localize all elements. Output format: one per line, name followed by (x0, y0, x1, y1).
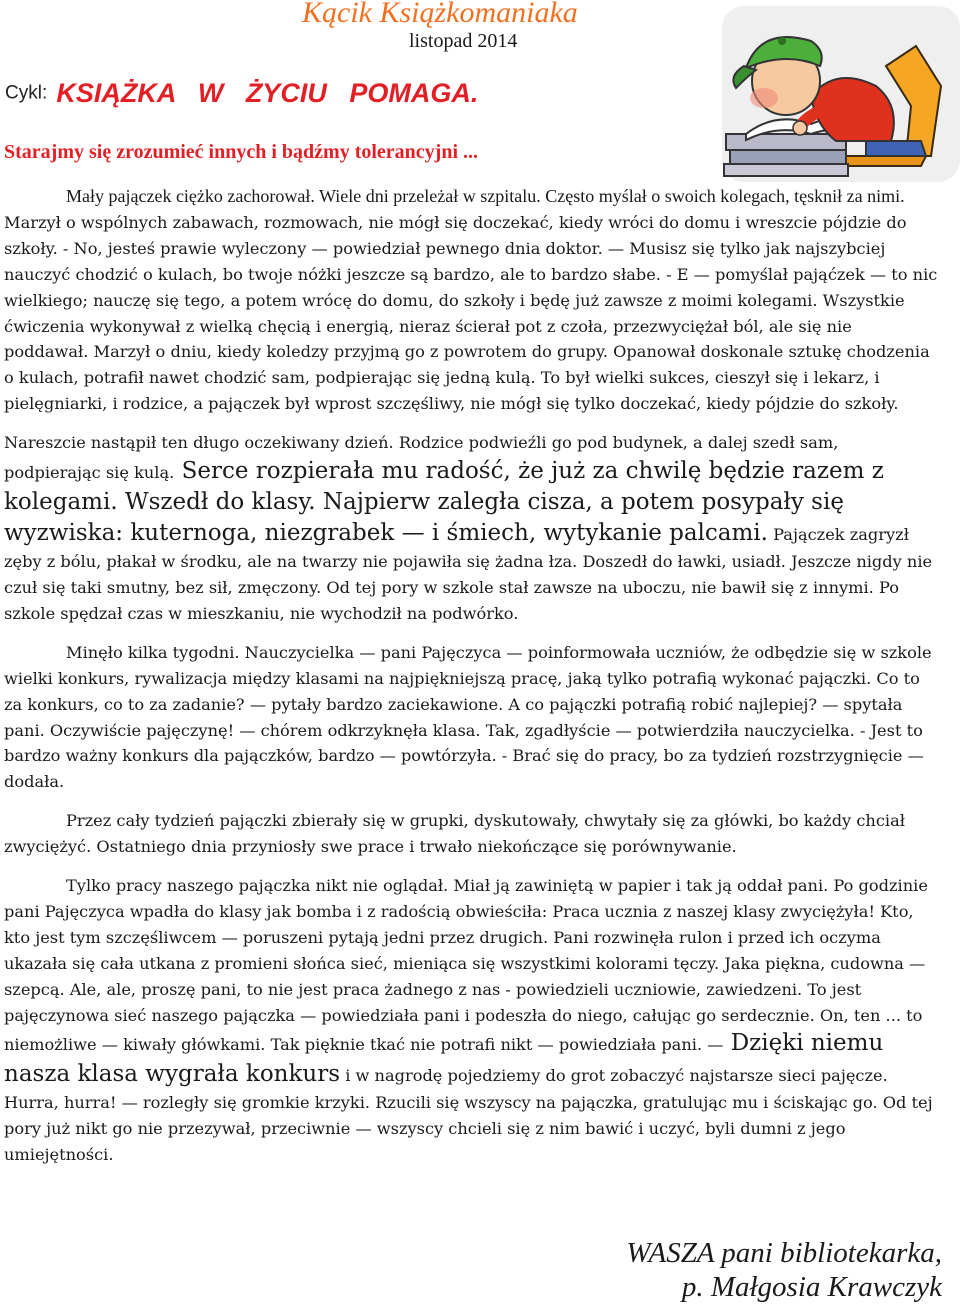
story-paragraph-4: Przez cały tydzień pajączki zbierały się w grupki, dyskutowały, chwytały się za główki, bo każdy chciał zwyciężyć. Ostatniego dnia przyniosły swe prace i trwało niekończące się porównywanie. (4, 811, 905, 857)
signature (626, 1236, 942, 1304)
boy-reading-books-icon (716, 6, 960, 182)
tagline: Starajmy się zrozumieć innych i bądźmy tolerancyjni ... (4, 141, 479, 163)
issue-date: listopad 2014 (409, 30, 518, 52)
paragraph-lead: Mały pajączek ciężko zachorował. Wiele dni przeleżał w szpitalu. Często myślał o swoich kolegach, tęsknił za nimi. (66, 186, 905, 206)
paragraph-emphasis: Serce rozpierała mu radość, że już za chwilę będzie razem z kolegami. Wszedł do klasy. Najpierw zaległa cisza, a potem posypały się wyzwiska: kuternoga, niezgrabek — i śmiech, wytykanie palcami. (4, 458, 884, 547)
story-paragraph-2 (4, 430, 938, 627)
paragraph-text: Marzył o wspólnych zabawach, rozmowach, nie mógł się doczekać, kiedy wróci do domu i wreszcie pójdzie do szkoły. - No, jesteś prawie wyleczony — powiedział pewnego dnia doktor. — Musisz się tylko jak najszybciej nauczyć chodzić o kulach, bo twoje nóżki jeszcze są bardzo, ale to bardzo słabe. - E — pomyślał pająćzek — to nic wielkiego; nauczę się tego, a potem wrócę do domu, do szkoły i będę już zawsze z moimi kolegami. Wszystkie ćwiczenia wykonywał z wielką chęcią i energią, nieraz ścierał pot z czoła, przezwyciężał ból, ale się nie poddawał. Marzył o dniu, kiedy koledzy przyjmą go z powrotem do grupy. Opanował doskonale sztukę chodzenia o kulach, potrafił nawet chodzić sam, podpierając się jedną kulą. To był wielki sukces, cieszył się i lekarz, i pielęgniarki, i rodzice, a pajączek był wprost szczęśliwy, nie mógł się tylko doczekać, kiedy pójdzie do szkoły. (4, 212, 938, 414)
paragraph-text: Nareszcie nastąpił ten długo oczekiwany dzień. Rodzice podwieźli go pod budynek, a dalej szedł sam, podpierając się kulą. (4, 433, 839, 483)
signature-line-2: p. Małgosia Krawczyk (681, 1271, 942, 1303)
story-paragraph-3: Minęło kilka tygodni. Nauczycielka — pani Pajęczyca — poinformowała uczniów, że odbędzie się w szkole wielki konkurs, rywalizacja między klasami na najpiękniejszą pracę, jaką tylko potrafią wykonać pajączki. Co to za konkurs, co to za zadanie? — pytały bardzo zaciekawione. A co pajączki potrafią robić najlepiej? — spytała pani. Oczywiście pajęczynę! — chórem odkrzyknęła klasa. Tak, zgadłyście — potwierdziła nauczycielka. - Jest to bardzo ważny konkurs dla pajączków, bardzo — powtórzyła. - Brać się do pracy, bo za tydzień rozstrzygnięcie — dodała. (4, 642, 932, 792)
story-paragraph-1 (4, 184, 938, 417)
cycle-label: Cykl: (5, 82, 48, 104)
paragraph-text: i w nagrodę pojedziemy do grot zobaczyć najstarsze sieci pajęcze. Hurra, hurra! — rozległy się gromkie krzyki. Rzucili się wszyscy na pajączka, gratulując mu i ściskając go. Od tej pory już nikt go nie przezywał, przeciwnie — wszyscy chcieli się z nim bawić i uczyć, byli dumni z jego umiejętności. (4, 1066, 933, 1165)
newsletter-title: Kącik Książkomaniaka (302, 0, 578, 29)
paragraph-text: Tylko pracy naszego pajączka nikt nie oglądał. Miał ją zawiniętą w papier i tak ją oddał pani. Po godzinie pani Pajęczyca wpadła do klasy jak bomba i z radością obwieściła: Praca ucznia z naszej klasy zwyciężyła! Kto, kto jest tym szczęśliwcem — poruszeni pytają jedni przez drugich. Pani rozwinęła rulon i przed ich oczyma ukazała się cała utkana z promieni słońca sieć, mieniąca się wszystkimi kolorami tęczy. Jaka piękna, cudowna — szepcą. Ale, ale, proszę pani, to nie jest praca żadnego z nas - powiedzieli uczniowie, zawiedzeni. To jest pajęczynowa sieć naszego pajączka — powiedziała pani i podeszła do niego, całując go serdecznie. On, ten ... to niemożliwe — kiwały główkami. Tak pięknie tkać nie potrafi nikt — powiedziała pani. — (4, 876, 928, 1055)
paragraph-text: Pajączek zagryzł zęby z bólu, płakał w środku, ale na twarzy nie pojawiła się żadna łza. Doszedł do ławki, usiadł. Jeszcze nigdy nie czuł się taki smutny, bez sił, zmęczony. Od tej pory w szkole stał zawsze na uboczu, nie bawił się z innymi. Po szkole spędzał czas w mieszkaniu, nie wychodził na podwórko. (4, 525, 933, 623)
cycle-name: KSIĄŻKA W ŻYCIU POMAGA. (56, 78, 479, 108)
signature-line-1: WASZA pani bibliotekarka, (626, 1237, 942, 1269)
paragraph-emphasis: Dzięki niemu nasza klasa wygrała konkurs (4, 1030, 884, 1088)
cycle-line (5, 78, 478, 109)
story-paragraph-5 (4, 873, 938, 1168)
story-body (4, 184, 938, 1168)
